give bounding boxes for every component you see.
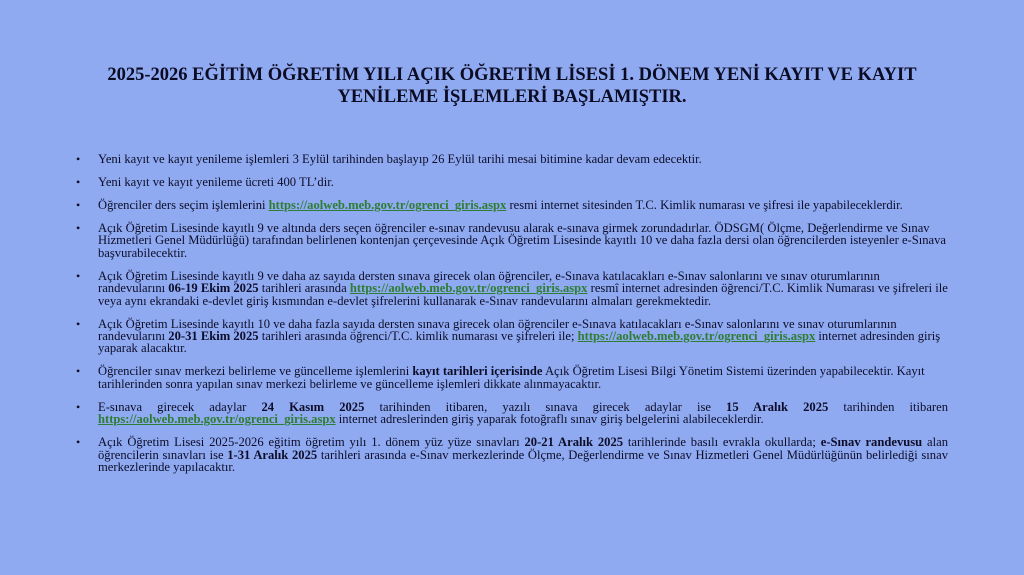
aolweb-link[interactable]: https://aolweb.meb.gov.tr/ogrenci_giris.aspx [577, 329, 816, 344]
page-title [20, 64, 1004, 108]
title-line-2: YENİLEME İŞLEMLERİ BAŞLAMIŞTIR. [337, 87, 687, 107]
bullet-icon: • [76, 152, 81, 166]
emphasis-text: e-Sınav randevusu [820, 435, 923, 450]
bullet-icon: • [76, 221, 81, 235]
bullet-icon: • [76, 435, 81, 450]
list-item: • E-sınava girecek adaylar 24 Kasım 2025 tarihinden itibaren, yazılı sınava girecek adaylar ise 15 Aralık 2025 tarihinden itibaren https://aolweb.meb.gov.tr/ogrenci_giris.aspx internet adreslerinden giriş yaparak fotoğraflı sınav giriş belgelerini alabileceklerdir. [76, 399, 948, 427]
date-range: 20-31 Ekim 2025 [168, 329, 259, 344]
aolweb-link[interactable]: https://aolweb.meb.gov.tr/ogrenci_giris.aspx [349, 281, 588, 296]
bullet-icon: • [76, 399, 81, 414]
list-item: • Açık Öğretim Lisesinde kayıtlı 9 ve altında ders seçen öğrenciler e-sınav randevusu alarak e-sınava girmek zorundadırlar. ÖDSGM( Ölçme, Değerlendirme ve Sınav Hizmetleri Genel Müdürlüğü) tarafından belirlenen kontenjan çerçevesinde Açık Öğretim Lisesinde kayıtlı 10 ve daha fazla dersi olan öğrencilerden isteyenler e-Sınava başvurabilecektir. [76, 221, 947, 260]
date-text: 20-21 Aralık 2025 [524, 435, 624, 450]
bullet-icon: • [76, 175, 81, 189]
aolweb-link[interactable]: https://aolweb.meb.gov.tr/ogrenci_giris.aspx [268, 198, 507, 212]
list-item: • Öğrenciler ders seçim işlemlerini https://aolweb.meb.gov.tr/ogrenci_giris.aspx resmi internet sitesinden T.C. Kimlik numarası ve şifresi ile yapabileceklerdir. [76, 198, 903, 212]
bullet-icon: • [76, 316, 81, 331]
bullet-icon: • [76, 364, 81, 379]
emphasis-text: kayıt tarihleri içerisinde [412, 364, 543, 379]
bullet-icon: • [76, 198, 81, 212]
list-item: • Öğrenciler sınav merkezi belirleme ve güncelleme işlemlerini kayıt tarihleri içerisinde Açık Öğretim Lisesi Bilgi Yönetim Sistemi üzerinden yapabilecektir. Kayıt tarihlerinden sonra yapılan sınav merkezi belirleme ve güncelleme işlemleri dikkate alınmayacaktır. [76, 364, 925, 391]
list-item: • Açık Öğretim Lisesinde kayıtlı 9 ve daha az sayıda dersten sınava girecek olan öğrenciler, e-Sınava katılacakları e-Sınav salonlarını ve sınav oturumlarının randevularını 06-19 Ekim 2025 tarihleri arasında https://aolweb.meb.gov.tr/ogrenci_giris.aspx resmî internet adresinden öğrenci/T.C. Kimlik Numarası ve şifreleri ile veya aynı ekrandaki e-devlet giriş kısmından e-devlet şifrelerini kullanarak e-Sınav randevularını almaları gerekmektedir. [76, 268, 948, 308]
date-text: 24 Kasım 2025 [261, 399, 365, 414]
list-item: • Yeni kayıt ve kayıt yenileme işlemleri 3 Eylül tarihinden başlayıp 26 Eylül tarihi mesai bitimine kadar devam edecektir. [76, 152, 702, 166]
bullet-icon: • [76, 268, 81, 283]
list-item: • Açık Öğretim Lisesi 2025-2026 eğitim öğretim yılı 1. dönem yüz yüze sınavları 20-21 Aralık 2025 tarihlerinde basılı evrakla okullarda; e-Sınav randevusu alan öğrencilerin sınavları ise 1-31 Aralık 2025 tarihleri arasında e-Sınav merkezlerinde Ölçme, Değerlendirme ve Sınav Hizmetleri Genel Müdürlüğünün belirlediği sınav merkezlerinde yapılacaktır. [76, 435, 948, 475]
list-item: • Açık Öğretim Lisesinde kayıtlı 10 ve daha fazla sayıda dersten sınava girecek olan öğrenciler e-Sınava katılacakları e-Sınav salonlarını ve sınav oturumlarının randevularını 20-31 Ekim 2025 tarihleri arasında öğrenci/T.C. kimlik numarası ve şifreleri ile; https://aolweb.meb.gov.tr/ogrenci_giris.aspx internet adresinden giriş yaparak alacaktır. [76, 316, 941, 356]
list-item: • Yeni kayıt ve kayıt yenileme ücreti 400 TL’dir. [76, 175, 334, 189]
date-text: 1-31 Aralık 2025 [227, 447, 318, 462]
aolweb-link[interactable]: https://aolweb.meb.gov.tr/ogrenci_giris.aspx [98, 412, 336, 427]
date-text: 15 Aralık 2025 [726, 399, 829, 414]
date-range: 06-19 Ekim 2025 [168, 281, 259, 296]
title-line-1: 2025-2026 EĞİTİM ÖĞRETİM YILI AÇIK ÖĞRETİM LİSESİ 1. DÖNEM YENİ KAYIT VE KAYIT [107, 65, 917, 85]
bullet-list [76, 153, 948, 484]
